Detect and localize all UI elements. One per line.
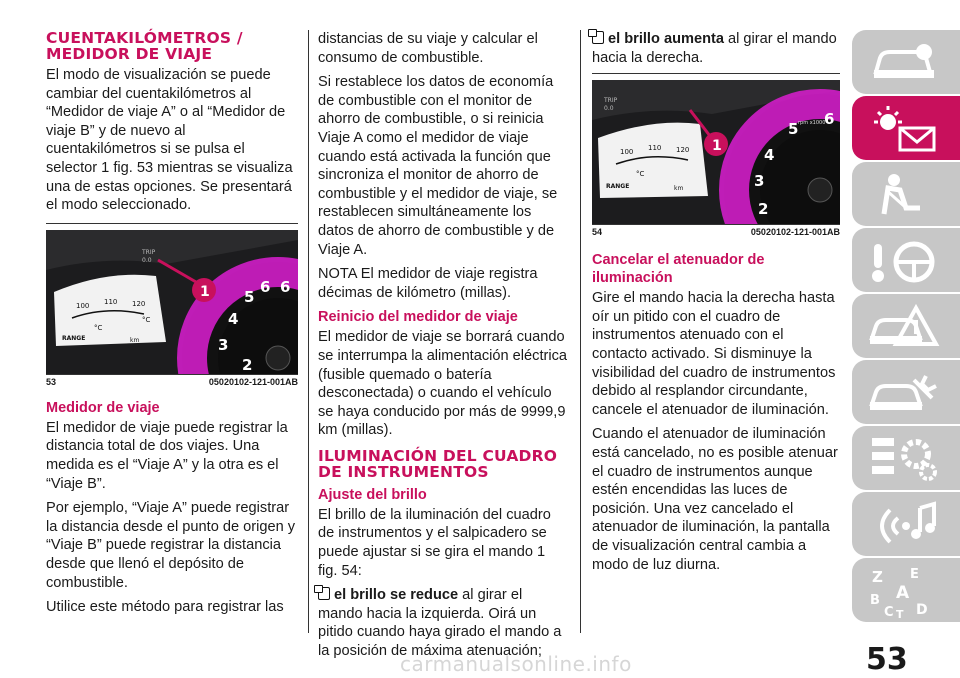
figure-53 — [46, 230, 298, 387]
index-letter: B — [870, 593, 880, 608]
unit-c: °C — [636, 170, 645, 179]
rpm-number: 6 — [260, 277, 271, 296]
bullet-icon — [318, 587, 330, 600]
figure-number: 53 — [46, 376, 57, 387]
subheading-brightness: Ajuste del brillo — [318, 486, 427, 503]
chapter-tabs — [852, 30, 960, 624]
range-label: RANGE — [606, 183, 630, 191]
index-letter: C — [884, 605, 894, 620]
paragraph: Cuando el atenuador de iluminación está cancelado, no es posible atenuar el cuadro de instrumentos aunque estén encendidas las luces de posición. Una vez cancelado el atenuador de iluminación, la pantalla de visualización central cambia a modo de luz diurna. — [592, 426, 838, 573]
index-letter: D — [916, 602, 928, 618]
multimedia-icon — [866, 498, 946, 550]
note: NOTA El medidor de viaje registra décimas de kilómetro (millas). — [318, 266, 538, 301]
technical-data-icon — [866, 432, 946, 484]
rpm-number: 5 — [244, 287, 255, 306]
warning-lights-icon — [866, 102, 946, 154]
instrument-cluster-image — [46, 230, 298, 374]
bullet-item: el brillo aumenta al girar el mando hacia la derecha. — [592, 31, 837, 66]
paragraph: El medidor de viaje se borrará cuando se interrumpa la alimentación eléctrica (fusible quemado o batería desconectada) o cuando el vehículo se haya conducido por más de 9999,9 km (millas). — [318, 329, 568, 439]
paragraph: Utilice este método para registrar las — [46, 599, 284, 616]
column-left — [46, 30, 298, 623]
tab-technical-data[interactable] — [852, 426, 960, 490]
rpm-number: 5 — [788, 120, 799, 139]
figure-caption — [46, 374, 298, 387]
paragraph: Por ejemplo, “Viaje A” puede registrar la distancia desde el punto de origen y “Viaje B” puede registrar la distancia desde que llenó el depósito de combustible. — [46, 500, 296, 591]
paragraph: El brillo de la iluminación del cuadro de instrumentos y el salpicadero se puede ajustar si se gira el mando 1 fig. 54: — [318, 506, 551, 579]
figure-number: 54 — [592, 227, 603, 238]
figure-caption — [592, 224, 840, 237]
trip-value: 0.0 — [142, 256, 152, 264]
temp-tick: 110 — [648, 144, 662, 153]
paragraph: Gire el mando hacia la derecha hasta oír un pitido con el cuadro de instrumentos atenuado con el contacto activado. Si disminuye la visibilidad del cuadro de instrumentos debido al resplandor circundante, cancele el atenuador de iluminación. — [592, 290, 836, 418]
instrument-cluster-image — [592, 80, 840, 224]
km-label: km — [674, 185, 684, 193]
heading-illumination: ILUMINACIÓN DEL CUADRO DE INSTRUMENTOS — [318, 446, 558, 481]
figure-code: 05020102-121-001AB — [750, 227, 840, 238]
rpm-number: 4 — [228, 309, 239, 328]
column-right — [592, 30, 840, 580]
tab-maintenance[interactable] — [852, 360, 960, 424]
temp-tick: 120 — [676, 146, 690, 155]
temp-tick: 120 — [132, 299, 146, 308]
maintenance-icon — [866, 366, 946, 418]
paragraph: Si restablece los datos de economía de combustible con el monitor de ahorro de combustible, o si reinicia Viaje A como el medidor de viaje cuando está activada la función que sincroniza el monitor de ahorro de combustible y el medidor de viaje, se restablecen simultáneamente los datos de ahorro de combustible y de Viaje A. — [318, 74, 558, 258]
km-label: km — [130, 336, 140, 344]
rpm-number: 3 — [218, 335, 229, 354]
divider — [592, 73, 840, 74]
tab-emergency[interactable] — [852, 294, 960, 358]
starting-driving-icon — [866, 234, 946, 286]
temp-tick: 100 — [76, 301, 90, 310]
tab-car-info[interactable] — [852, 30, 960, 94]
rpm-number: 4 — [764, 146, 775, 165]
index-letter: Z — [872, 568, 883, 586]
car-info-icon — [866, 36, 946, 88]
page-number: 53 — [866, 642, 908, 677]
paragraph: El medidor de viaje puede registrar la distancia total de dos viajes. Una medida es el “Viaje A” y la otra es el “Viaje B”. — [46, 419, 288, 492]
index-letter: A — [896, 583, 910, 603]
callout-1: 1 — [712, 138, 722, 155]
rpm-number: 6 — [824, 110, 835, 129]
subheading-reset: Reinicio del medidor de viaje — [318, 309, 518, 326]
column-separator — [308, 30, 309, 633]
trip-value: 0.0 — [604, 105, 614, 113]
rpm-number: 3 — [754, 172, 765, 191]
paragraph: distancias de su viaje y calcular el consumo de combustible. — [318, 31, 538, 66]
callout-1: 1 — [200, 283, 210, 300]
tab-safety[interactable] — [852, 162, 960, 226]
paragraph: El modo de visualización se puede cambiar del cuentakilómetros al “Medidor de viaje A” o al “Medidor de viaje B” y de nuevo al cuentakilómetros si se pulsa el selector 1 fig. 53 mientras se visualiza una de estas opciones. Se presentará el modo seleccionado. — [46, 67, 293, 214]
bullet-item: el brillo se reduce al girar el mando hacia la izquierda. Oirá un pitido cuando haya girado el mando a la posición de máxima atenuación; — [318, 587, 562, 660]
tab-warning-lights[interactable] — [852, 96, 960, 160]
tab-starting-driving[interactable] — [852, 228, 960, 292]
unit-c: °C — [94, 323, 103, 332]
index-letter: E — [910, 567, 919, 582]
figure-code: 05020102-121-001AB — [208, 376, 298, 387]
divider — [46, 223, 298, 224]
safety-seat-icon — [866, 168, 946, 220]
tab-index[interactable] — [852, 558, 960, 622]
rpm-number: 2 — [242, 355, 253, 374]
index-icon — [866, 564, 946, 620]
rpm-number: 2 — [758, 200, 769, 219]
figure-54 — [592, 80, 840, 237]
temp-tick: 100 — [620, 148, 634, 157]
heading-odometer: CUENTAKILÓMETROS / MEDIDOR DE VIAJE — [46, 29, 243, 63]
range-label: RANGE — [62, 334, 86, 342]
subheading-cancel-dimmer: Cancelar el atenuador de iluminación — [592, 252, 765, 287]
rpm-label: rpm x1000 — [798, 120, 826, 127]
trip-label: TRIP — [142, 248, 156, 256]
index-letter: T — [896, 608, 904, 620]
subheading-trip-meter: Medidor de viaje — [46, 399, 160, 416]
rpm-number: 6 — [280, 277, 291, 296]
temp-tick: 110 — [104, 297, 118, 306]
bullet-icon — [592, 31, 604, 44]
column-middle — [318, 30, 568, 667]
tab-multimedia[interactable] — [852, 492, 960, 556]
trip-label: TRIP — [604, 97, 618, 105]
unit-c: °C — [142, 315, 151, 324]
watermark: carmanualsonline.info — [400, 652, 632, 676]
column-separator — [580, 30, 581, 633]
emergency-icon — [866, 300, 946, 352]
